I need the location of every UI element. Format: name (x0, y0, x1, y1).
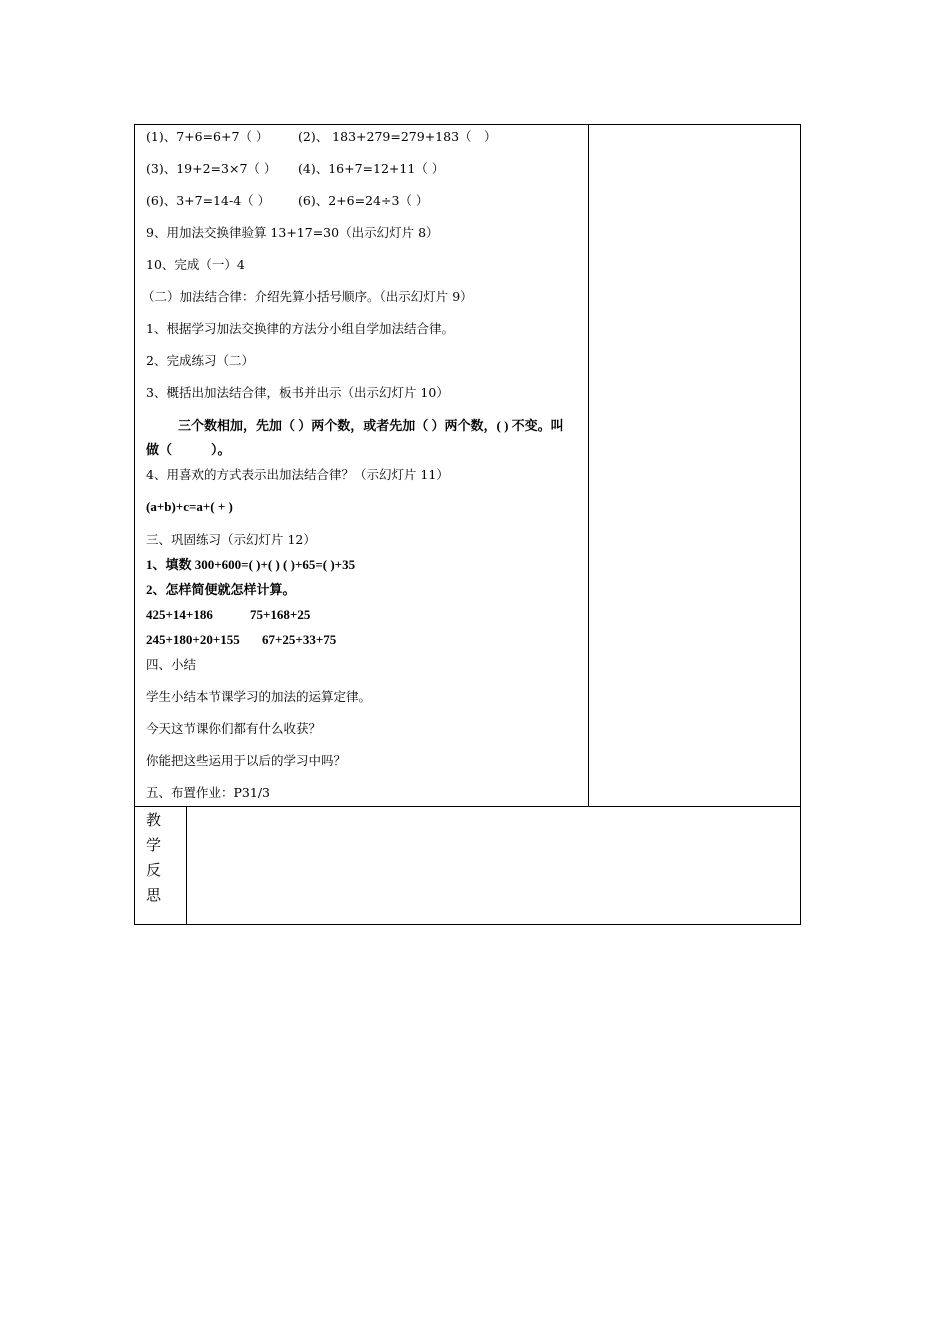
row-divider (134, 806, 801, 807)
practice-2: 2、怎样简便就怎样计算。 (146, 582, 296, 597)
table-border-bottom (134, 924, 801, 925)
reflection-char-4: 思 (146, 886, 162, 904)
summary-2: 今天这节课你们都有什么收获？ (146, 721, 322, 736)
table-border-left (134, 124, 135, 925)
step-9: 9、用加法交换律验算 13+17=30（出示幻灯片 8） (146, 225, 439, 240)
section-associative: （二）加法结合律：介绍先算小括号顺序。（出示幻灯片 9） (142, 289, 473, 304)
exercise-1: (1)、7+6=6+7（ ） (146, 129, 269, 144)
practice-1: 1、填数 300+600=( )+( ) ( )+65=( )+35 (146, 557, 356, 572)
reflection-char-3: 反 (146, 861, 162, 879)
column-divider (588, 124, 589, 806)
table-border-top (134, 124, 801, 125)
calc-row-2 (146, 632, 337, 648)
summary-3: 你能把这些运用于以后的学习中吗？ (146, 753, 347, 768)
step-a4: 4、用喜欢的方式表示出加法结合律？（示幻灯片 11） (146, 467, 449, 482)
calc-4: 67+25+33+75 (262, 632, 337, 647)
section-practice: 三、巩固练习（示幻灯片 12） (146, 532, 316, 547)
table-border-right (800, 124, 801, 925)
calc-row-1 (146, 607, 311, 623)
calc-2: 75+168+25 (250, 607, 311, 622)
formula: (a+b)+c=a+( + ) (146, 499, 233, 514)
step-a1: 1、根据学习加法交换律的方法分小组自学加法结合律。 (146, 321, 454, 336)
summary-1: 学生小结本节课学习的加法的运算定律。 (146, 689, 372, 704)
reflection-label (146, 808, 166, 908)
exercise-2: (2)、 183+279=279+183（ ） (298, 129, 497, 144)
calc-3: 245+180+20+155 (146, 632, 240, 647)
exercise-4: (4)、16+7=12+11（ ） (298, 161, 445, 176)
reflection-divider (186, 806, 187, 925)
calc-1: 425+14+186 (146, 607, 213, 622)
rule-statement-cont: 做（ ）。 (146, 442, 231, 457)
exercise-row-2 (146, 161, 445, 177)
homework: 五、布置作业：P31/3 (146, 785, 270, 800)
exercise-3: (3)、19+2=3×7（ ） (146, 161, 277, 176)
step-a2: 2、完成练习（二） (146, 353, 254, 368)
step-10: 10、完成（一）4 (146, 257, 245, 272)
exercise-row-3 (146, 193, 429, 209)
rule-statement: 三个数相加，先加（ ）两个数，或者先加（ ）两个数，( ) 不变。叫 (178, 418, 564, 433)
reflection-char-1: 教 (146, 811, 162, 829)
exercise-row-1 (146, 129, 497, 145)
step-a3: 3、概括出加法结合律，板书并出示（出示幻灯片 10） (146, 385, 449, 400)
section-summary: 四、小结 (146, 657, 197, 672)
exercise-5: (6)、3+7=14-4（ ） (146, 193, 271, 208)
exercise-6: (6)、2+6=24÷3（ ） (298, 193, 429, 208)
reflection-char-2: 学 (146, 836, 162, 854)
